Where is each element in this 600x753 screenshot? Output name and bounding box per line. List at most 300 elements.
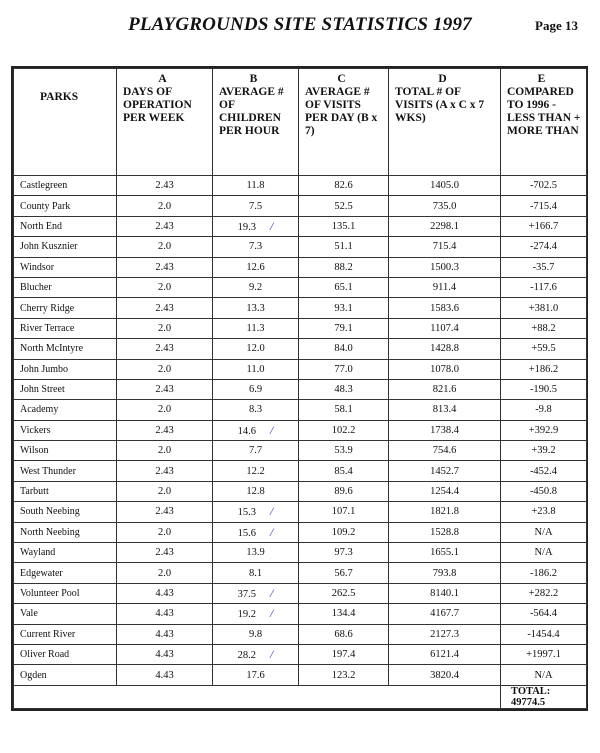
days-per-week-value: 2.43 — [155, 180, 174, 192]
table-row — [14, 196, 587, 216]
statistics-table — [11, 66, 588, 711]
avg-children-per-hour — [213, 216, 299, 236]
avg-visits-per-day — [299, 624, 389, 644]
avg-children-per-hour — [213, 176, 299, 196]
park-name — [14, 441, 117, 461]
avg-children-per-hour-value: 9.2 — [248, 282, 263, 294]
total-visits — [389, 624, 501, 644]
park-name-value: North McIntyre — [20, 343, 84, 355]
table-row — [14, 624, 587, 644]
days-per-week-value: 2.0 — [157, 486, 172, 498]
park-name — [14, 420, 117, 440]
avg-visits-per-day — [299, 216, 389, 236]
col-label-b: AVERAGE # OF CHILDREN PER HOUR — [219, 86, 284, 137]
compared-to-1996-value: N/A — [534, 547, 553, 559]
days-per-week-value: 2.0 — [157, 282, 172, 294]
park-name — [14, 277, 117, 297]
table-row — [14, 237, 587, 257]
compared-to-1996 — [501, 196, 587, 216]
col-label-d: TOTAL # OF VISITS (A x C x 7 WKS) — [395, 86, 485, 124]
park-name-value: Academy — [20, 404, 59, 416]
table-row — [14, 665, 587, 685]
days-per-week — [117, 543, 213, 563]
avg-visits-per-day-value: 134.4 — [331, 608, 356, 620]
park-name-value: Windsor — [20, 261, 55, 273]
handwritten-check-mark: / — [270, 422, 274, 437]
total-visits-value: 793.8 — [432, 567, 457, 579]
days-per-week — [117, 522, 213, 542]
total-visits — [389, 583, 501, 603]
avg-children-per-hour — [213, 583, 299, 603]
avg-visits-per-day — [299, 237, 389, 257]
total-visits-value: 6121.4 — [430, 649, 459, 661]
avg-visits-per-day-value: 123.2 — [331, 669, 356, 681]
park-name — [14, 624, 117, 644]
compared-to-1996 — [501, 420, 587, 440]
avg-visits-per-day-value: 85.4 — [334, 465, 353, 477]
compared-to-1996 — [501, 604, 587, 624]
total-visits — [389, 298, 501, 318]
days-per-week — [117, 277, 213, 297]
avg-visits-per-day — [299, 481, 389, 501]
compared-to-1996 — [501, 216, 587, 236]
total-visits-value: 8140.1 — [430, 588, 459, 599]
compared-to-1996 — [501, 277, 587, 297]
days-per-week — [117, 461, 213, 481]
avg-visits-per-day-value: 68.6 — [334, 628, 353, 640]
avg-children-per-hour-value: 8.3 — [248, 404, 263, 416]
avg-children-per-hour — [213, 359, 299, 379]
table-row — [14, 359, 587, 379]
days-per-week — [117, 196, 213, 216]
total-visits-value: 2127.3 — [430, 628, 459, 640]
compared-to-1996-value: -564.4 — [529, 608, 558, 620]
days-per-week — [117, 441, 213, 461]
park-name-value: North Neebing — [20, 526, 80, 538]
avg-visits-per-day — [299, 441, 389, 461]
park-name-value: North End — [20, 220, 62, 232]
total-visits-value: 821.6 — [432, 384, 457, 396]
park-name — [14, 196, 117, 216]
days-per-week — [117, 400, 213, 420]
avg-children-per-hour — [213, 502, 299, 522]
days-per-week-value: 2.0 — [157, 241, 172, 253]
avg-children-per-hour — [213, 644, 299, 664]
avg-children-per-hour — [213, 522, 299, 542]
days-per-week — [117, 298, 213, 318]
park-name-value: Current River — [20, 628, 76, 640]
avg-children-per-hour-value: 17.6 — [246, 669, 265, 681]
total-visits — [389, 563, 501, 583]
total-visits — [389, 604, 501, 624]
park-name — [14, 502, 117, 522]
park-name-value: Oliver Road — [20, 649, 70, 661]
total-visits — [389, 481, 501, 501]
park-name — [14, 359, 117, 379]
park-name-value: River Terrace — [20, 322, 75, 334]
handwritten-check-mark: / — [270, 586, 274, 600]
col-letter-e: E — [537, 73, 546, 85]
table-row — [14, 379, 587, 399]
avg-children-per-hour-value: 12.0 — [246, 343, 265, 355]
days-per-week-value: 2.43 — [155, 506, 174, 518]
compared-to-1996-value: +186.2 — [528, 363, 559, 375]
park-name — [14, 563, 117, 583]
park-name-value: Blucher — [20, 282, 52, 294]
header-row — [14, 69, 587, 176]
col-letter-c: C — [337, 73, 346, 85]
compared-to-1996 — [501, 400, 587, 420]
table-row — [14, 441, 587, 461]
handwritten-check-mark: / — [270, 504, 274, 519]
total-visits-value: 1500.3 — [430, 261, 459, 273]
avg-children-per-hour-value: 11.8 — [246, 180, 265, 192]
avg-visits-per-day — [299, 420, 389, 440]
avg-children-per-hour-value: 7.3 — [248, 241, 263, 253]
compared-to-1996-value: +392.9 — [528, 424, 559, 436]
compared-to-1996-value: +88.2 — [531, 322, 556, 334]
park-name-value: Cherry Ridge — [20, 302, 75, 314]
avg-visits-per-day-value: 197.4 — [331, 649, 356, 661]
page-title: PLAYGROUNDS SITE STATISTICS 1997 — [128, 14, 472, 35]
compared-to-1996 — [501, 563, 587, 583]
total-visits-value: 1821.8 — [430, 506, 459, 518]
avg-children-per-hour — [213, 624, 299, 644]
total-visits-value: 1655.1 — [430, 547, 459, 559]
total-visits — [389, 441, 501, 461]
compared-to-1996 — [501, 461, 587, 481]
avg-children-per-hour — [213, 277, 299, 297]
days-per-week — [117, 644, 213, 664]
avg-children-per-hour-value: 13.9 — [246, 547, 265, 559]
avg-children-per-hour — [213, 298, 299, 318]
compared-to-1996 — [501, 379, 587, 399]
days-per-week — [117, 318, 213, 338]
total-visits-value: 1583.6 — [430, 302, 459, 314]
avg-visits-per-day-value: 84.0 — [334, 343, 353, 355]
days-per-week — [117, 339, 213, 359]
handwritten-check-mark: / — [270, 218, 274, 233]
days-per-week-value: 2.43 — [155, 465, 174, 477]
avg-visits-per-day — [299, 257, 389, 277]
col-letter-b: B — [249, 73, 258, 85]
compared-to-1996 — [501, 359, 587, 379]
avg-children-per-hour-value: 11.0 — [246, 363, 265, 375]
park-name — [14, 481, 117, 501]
days-per-week-value: 2.43 — [155, 343, 174, 355]
avg-visits-per-day — [299, 298, 389, 318]
compared-to-1996-value: +381.0 — [528, 302, 559, 314]
total-visits-value: 1528.8 — [430, 526, 459, 538]
total-visits — [389, 379, 501, 399]
park-name — [14, 298, 117, 318]
days-per-week-value: 2.43 — [155, 547, 174, 559]
compared-to-1996-value: -274.4 — [529, 241, 558, 253]
days-per-week — [117, 176, 213, 196]
park-name-value: South Neebing — [20, 506, 80, 518]
avg-visits-per-day-value: 88.2 — [334, 261, 353, 273]
compared-to-1996-value: -190.5 — [529, 384, 558, 396]
avg-children-per-hour-value: 19.2 — [237, 609, 257, 621]
avg-children-per-hour-value: 12.6 — [246, 261, 265, 273]
days-per-week — [117, 502, 213, 522]
compared-to-1996-value: -702.5 — [529, 180, 558, 192]
avg-children-per-hour — [213, 339, 299, 359]
avg-visits-per-day-value: 52.5 — [334, 200, 353, 212]
park-name-value: Volunteer Pool — [20, 588, 80, 599]
park-name-value: John Jumbo — [20, 363, 69, 375]
avg-visits-per-day-value: 102.2 — [331, 424, 356, 436]
compared-to-1996-value: -117.6 — [530, 282, 557, 294]
table-row — [14, 277, 587, 297]
park-name — [14, 604, 117, 624]
compared-to-1996 — [501, 543, 587, 563]
total-visits — [389, 318, 501, 338]
page-number: Page 13 — [535, 18, 578, 33]
col-header-a — [117, 69, 213, 176]
park-name — [14, 543, 117, 563]
total-visits — [389, 400, 501, 420]
compared-to-1996-value: -452.4 — [529, 465, 558, 477]
compared-to-1996 — [501, 644, 587, 664]
park-name-value: Wilson — [20, 445, 49, 457]
avg-children-per-hour-value: 11.3 — [246, 322, 265, 334]
park-name-value: West Thunder — [20, 465, 76, 477]
avg-visits-per-day — [299, 318, 389, 338]
total-visits-value: 1738.4 — [430, 424, 459, 436]
col-header-parks: PARKS — [14, 69, 117, 176]
days-per-week-value: 2.0 — [157, 526, 172, 538]
days-per-week-value: 2.0 — [157, 404, 172, 416]
avg-visits-per-day-value: 53.9 — [334, 445, 353, 457]
avg-visits-per-day-value: 82.6 — [334, 180, 353, 192]
avg-visits-per-day-value: 109.2 — [331, 526, 356, 538]
avg-visits-per-day-value: 56.7 — [334, 567, 353, 579]
compared-to-1996-value: +282.2 — [528, 588, 559, 599]
table-row — [14, 543, 587, 563]
table-row — [14, 583, 587, 603]
table-row — [14, 563, 587, 583]
avg-visits-per-day-value: 58.1 — [334, 404, 353, 416]
col-label-a: DAYS OF OPERATION PER WEEK — [123, 86, 192, 124]
col-header-d — [389, 69, 501, 176]
avg-visits-per-day-value: 79.1 — [334, 322, 353, 334]
avg-children-per-hour — [213, 420, 299, 440]
days-per-week — [117, 379, 213, 399]
park-name — [14, 644, 117, 664]
table-row — [14, 604, 587, 624]
park-name-value: Tarbutt — [20, 486, 49, 498]
compared-to-1996-value: +39.2 — [531, 445, 556, 457]
avg-visits-per-day — [299, 644, 389, 664]
total-visits-value: 1428.8 — [430, 343, 459, 355]
compared-to-1996-value: -1454.4 — [527, 628, 560, 640]
days-per-week — [117, 583, 213, 603]
days-per-week-value: 2.43 — [155, 220, 174, 232]
table-row — [14, 461, 587, 481]
total-visits — [389, 196, 501, 216]
col-label-e: COMPARED TO 1996 - LESS THAN + MORE THAN — [507, 86, 581, 137]
table-row — [14, 298, 587, 318]
park-name — [14, 339, 117, 359]
avg-children-per-hour — [213, 461, 299, 481]
compared-to-1996 — [501, 522, 587, 542]
park-name-value: Ogden — [20, 669, 47, 681]
compared-to-1996-value: N/A — [534, 526, 553, 538]
avg-visits-per-day — [299, 604, 389, 624]
col-label-c: AVERAGE # OF VISITS PER DAY (B x 7) — [305, 86, 378, 137]
days-per-week — [117, 420, 213, 440]
total-visits-value: 1078.0 — [430, 363, 459, 375]
grand-total: TOTAL: 49774.5 — [501, 685, 587, 708]
total-visits — [389, 359, 501, 379]
table-row — [14, 400, 587, 420]
park-name-value: Castlegreen — [20, 180, 68, 192]
avg-visits-per-day — [299, 277, 389, 297]
total-visits — [389, 522, 501, 542]
total-visits — [389, 461, 501, 481]
avg-visits-per-day — [299, 522, 389, 542]
park-name — [14, 665, 117, 685]
avg-visits-per-day — [299, 543, 389, 563]
table-row — [14, 481, 587, 501]
compared-to-1996 — [501, 441, 587, 461]
avg-visits-per-day — [299, 400, 389, 420]
park-name-value: John Kusznier — [20, 241, 78, 253]
days-per-week-value: 2.43 — [155, 302, 174, 314]
park-name — [14, 318, 117, 338]
total-visits-value: 1254.4 — [430, 486, 459, 498]
avg-children-per-hour-value: 12.8 — [246, 486, 265, 498]
avg-children-per-hour-value: 7.7 — [248, 445, 263, 457]
compared-to-1996 — [501, 583, 587, 603]
total-visits — [389, 420, 501, 440]
avg-visits-per-day — [299, 583, 389, 603]
avg-children-per-hour — [213, 237, 299, 257]
total-visits-value: 715.4 — [432, 241, 457, 253]
avg-visits-per-day-value: 93.1 — [334, 302, 353, 314]
avg-visits-per-day — [299, 563, 389, 583]
avg-visits-per-day — [299, 665, 389, 685]
col-header-b — [213, 69, 299, 176]
avg-children-per-hour-value: 19.3 — [237, 221, 257, 233]
compared-to-1996-value: N/A — [534, 669, 553, 681]
total-visits — [389, 543, 501, 563]
total-visits-value: 813.4 — [432, 404, 457, 416]
park-name-value: John Street — [20, 384, 65, 396]
compared-to-1996-value: -35.7 — [532, 261, 555, 273]
days-per-week-value: 4.43 — [155, 669, 174, 681]
avg-children-per-hour — [213, 563, 299, 583]
avg-children-per-hour — [213, 665, 299, 685]
park-name — [14, 461, 117, 481]
days-per-week-value: 2.43 — [155, 261, 174, 273]
park-name — [14, 237, 117, 257]
park-name — [14, 400, 117, 420]
total-visits-value: 1452.7 — [430, 465, 459, 477]
days-per-week — [117, 563, 213, 583]
table-row — [14, 216, 587, 236]
park-name-value: Vale — [20, 608, 38, 620]
avg-visits-per-day — [299, 379, 389, 399]
table-row — [14, 257, 587, 277]
total-spacer — [14, 685, 501, 708]
total-visits — [389, 502, 501, 522]
total-visits-value: 4167.7 — [430, 608, 459, 620]
col-header-e — [501, 69, 587, 176]
handwritten-check-mark: / — [270, 524, 274, 539]
table-row — [14, 644, 587, 664]
table-row — [14, 522, 587, 542]
avg-visits-per-day — [299, 359, 389, 379]
compared-to-1996 — [501, 502, 587, 522]
avg-visits-per-day-value: 135.1 — [331, 220, 356, 232]
table-row — [14, 318, 587, 338]
total-visits-value: 911.4 — [432, 282, 457, 294]
days-per-week — [117, 237, 213, 257]
avg-children-per-hour — [213, 481, 299, 501]
total-visits — [389, 176, 501, 196]
avg-children-per-hour — [213, 441, 299, 461]
total-visits-value: 735.0 — [432, 200, 457, 212]
days-per-week — [117, 257, 213, 277]
park-name — [14, 583, 117, 603]
compared-to-1996-value: -450.8 — [529, 486, 558, 498]
compared-to-1996 — [501, 237, 587, 257]
col-letter-d: D — [438, 73, 447, 85]
days-per-week-value: 4.43 — [155, 608, 174, 620]
park-name — [14, 522, 117, 542]
avg-children-per-hour-value: 13.3 — [246, 302, 265, 314]
total-visits-value: 2298.1 — [430, 220, 459, 232]
avg-visits-per-day-value: 48.3 — [334, 384, 353, 396]
avg-children-per-hour-value: 8.1 — [248, 567, 263, 579]
days-per-week-value: 2.0 — [157, 567, 172, 579]
days-per-week — [117, 359, 213, 379]
total-visits-value: 1107.4 — [430, 322, 459, 334]
col-header-c — [299, 69, 389, 176]
days-per-week — [117, 604, 213, 624]
compared-to-1996-value: +1997.1 — [526, 649, 561, 661]
compared-to-1996-value: -715.4 — [529, 200, 558, 212]
compared-to-1996 — [501, 665, 587, 685]
avg-children-per-hour-value: 14.6 — [237, 425, 257, 437]
total-row — [14, 685, 587, 708]
avg-children-per-hour — [213, 400, 299, 420]
total-visits-value: 754.6 — [432, 445, 457, 457]
avg-visits-per-day — [299, 339, 389, 359]
avg-children-per-hour — [213, 604, 299, 624]
table-row — [14, 339, 587, 359]
days-per-week-value: 4.43 — [155, 628, 174, 640]
compared-to-1996-value: +166.7 — [528, 220, 559, 232]
avg-children-per-hour-value: 7.5 — [248, 200, 263, 212]
avg-visits-per-day-value: 77.0 — [334, 363, 353, 375]
total-visits — [389, 216, 501, 236]
table-row — [14, 420, 587, 440]
park-name-value: Edgewater — [20, 567, 63, 579]
compared-to-1996-value: +59.5 — [531, 343, 556, 355]
days-per-week-value: 2.0 — [157, 200, 172, 212]
days-per-week — [117, 481, 213, 501]
avg-visits-per-day-value: 51.1 — [334, 241, 353, 253]
avg-visits-per-day-value: 107.1 — [331, 506, 356, 518]
avg-children-per-hour-value: 6.9 — [248, 384, 263, 396]
table-row — [14, 176, 587, 196]
avg-children-per-hour-value: 12.2 — [246, 465, 265, 477]
avg-visits-per-day-value: 262.5 — [331, 588, 356, 599]
avg-children-per-hour-value: 28.2 — [237, 650, 257, 662]
